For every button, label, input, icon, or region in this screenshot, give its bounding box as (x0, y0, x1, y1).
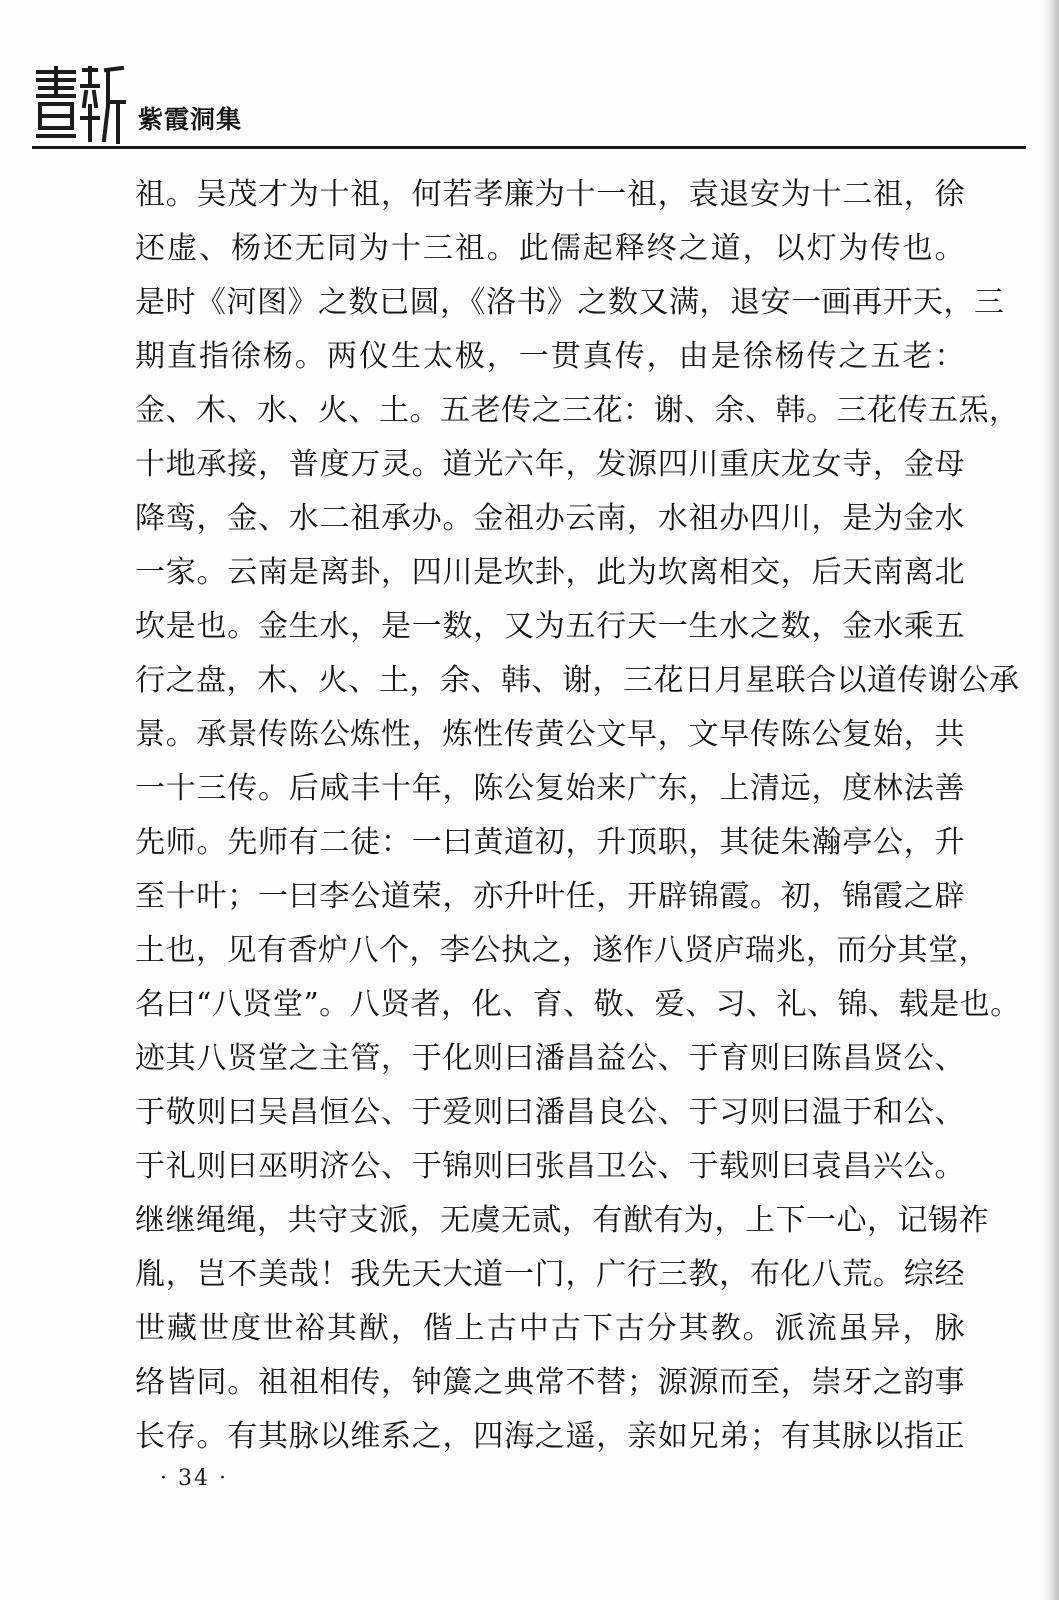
page-number: · 34 · (160, 1466, 228, 1491)
text-line: 于敬则曰吴昌恒公、于爱则曰潘昌良公、于习则曰温于和公、 (135, 1095, 965, 1130)
text-line: 络皆同。祖祖相传，钟簴之典常不替；源源而至，崇牙之韵事 (135, 1365, 965, 1400)
body-text (135, 168, 1021, 1464)
text-line: 继继绳绳，共守支派，无虞无贰，有猷有为，上下一心，记锡祚 (135, 1203, 989, 1238)
text-line: 一十三传。后咸丰十年，陈公复始来广东，上清远，度林法善 (135, 771, 965, 806)
text-line: 坎是也。金生水，是一数，又为五行天一生水之数，金水乘五 (135, 609, 965, 644)
page-edge-shadow (1041, 0, 1059, 1600)
text-line: 景。承景传陈公炼性，炼性传黄公文早，文早传陈公复始，共 (135, 717, 965, 752)
text-line: 至十叶；一曰李公道荣，亦升叶任，开辟锦霞。初，锦霞之辟 (135, 879, 965, 914)
text-line: 行之盘，木、火、土，余、韩、谢，三花日月星联合以道传谢公承 (135, 663, 1020, 698)
header-rule (32, 146, 1026, 149)
text-line: 期直指徐杨。两仪生太极，一贯真传，由是徐杨传之五老： (135, 339, 965, 374)
text-line: 世藏世度世裕其猷，偕上古中古下古分其教。派流虽异，脉 (135, 1311, 965, 1346)
text-line: 是时《河图》之数已圆，《洛书》之数又满，退安一画再开天，三 (135, 285, 1005, 320)
text-line: 名曰“八贤堂”。八贤者，化、育、敬、爱、习、礼、锦、载是也。 (135, 987, 1021, 1022)
text-line: 于礼则曰巫明济公、于锦则曰张昌卫公、于载则曰袁昌兴公。 (135, 1149, 965, 1184)
text-line: 还虚、杨还无同为十三祖。此儒起释终之道，以灯为传也。 (135, 231, 965, 266)
running-header-title: 紫霞洞集 (138, 105, 243, 134)
text-line: 先师。先师有二徒：一曰黄道初，升顶职，其徒朱瀚亭公，升 (135, 825, 965, 860)
seal-logo-icon (34, 66, 126, 144)
text-line: 迹其八贤堂之主管，于化则曰潘昌益公、于育则曰陈昌贤公、 (135, 1041, 965, 1076)
text-line: 降鸾，金、水二祖承办。金祖办云南，水祖办四川，是为金水 (135, 501, 965, 536)
text-line: 长存。有其脉以维系之，四海之遥，亲如兄弟；有其脉以指正 (135, 1419, 965, 1454)
text-line: 一家。云南是离卦，四川是坎卦，此为坎离相交，后天南离北 (135, 555, 965, 590)
text-line: 胤，岂不美哉！我先天大道一门，广行三教，布化八荒。综经 (135, 1257, 965, 1292)
text-line: 金、木、水、火、土。五老传之三花：谢、余、韩。三花传五炁， (135, 393, 1020, 428)
text-line: 十地承接，普度万灵。道光六年，发源四川重庆龙女寺，金母 (135, 447, 965, 482)
text-line: 祖。吴茂才为十祖，何若孝廉为十一祖，袁退安为十二祖，徐 (135, 177, 965, 212)
text-line: 土也，见有香炉八个，李公执之，遂作八贤庐瑞兆，而分其堂， (135, 933, 989, 968)
